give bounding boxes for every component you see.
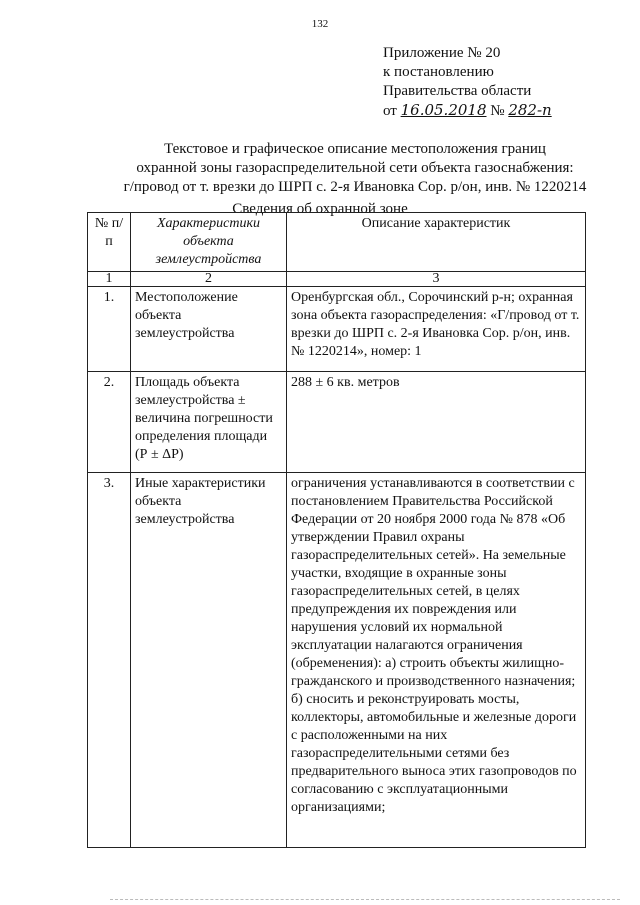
section-subtitle: Сведения об охранной зоне (232, 201, 408, 217)
table-row (88, 473, 586, 848)
header-description: Описание характеристик (287, 213, 586, 272)
column-number: 1 (88, 272, 131, 287)
title-line3: г/провод от т. врезки до ШРП с. 2-я Ивановка Сор. р/он, инв. № 1220214 (123, 179, 587, 195)
appendix-date-line (383, 101, 552, 121)
row-characteristic: Площадь объекта землеустройства ± величина погрешности определения площади (Р ± ΔР) (131, 372, 287, 473)
column-number: 2 (131, 272, 287, 287)
protected-zone-table (87, 212, 586, 848)
column-number: 3 (287, 272, 586, 287)
table-row (88, 287, 586, 372)
row-number: 1. (88, 287, 131, 372)
appendix-header (383, 44, 552, 121)
appendix-line3: Правительства области (383, 83, 532, 99)
number-value: 282-п (508, 101, 552, 119)
title-line1: Текстовое и графическое описание местоположения границ (164, 141, 546, 157)
row-description: ограничения устанавливаются в соответствии с постановлением Правительства Российской Федерации от 20 ноября 2000 года № 878 «Об утверждении Правил охраны газораспределительных сетей». На земельные участки, входящие в охранные зоны газораспределительных сетей, в целях предупреждения их повреждения или нарушения условий их нормальной эксплуатации налагаются ограничения (обременения): а) строить объекты жилищно-гражданского и производственного назначения; б) сносить и реконструировать мосты, коллекторы, автомобильные и железные дороги с расположенными на них газораспределительными сетями без предварительного выноса этих газопроводов по согласованию с эксплуатационными организациями; (287, 473, 586, 848)
table-header-row (88, 213, 586, 272)
date-prefix: от (383, 103, 397, 119)
appendix-line2: к постановлению (383, 64, 494, 80)
number-prefix: № (490, 103, 505, 119)
row-description: 288 ± 6 кв. метров (287, 372, 586, 473)
row-description: Оренбургская обл., Сорочинский р-н; охранная зона объекта газораспределения: «Г/провод от т. врезки до ШРП с. 2-я Ивановка Сор. р/он, инв. № 1220214», номер: 1 (287, 287, 586, 372)
row-number: 2. (88, 372, 131, 473)
page-number: 132 (311, 18, 329, 30)
row-characteristic: Местоположение объекта землеустройства (131, 287, 287, 372)
appendix-line1: Приложение № 20 (383, 45, 501, 61)
date-value: 16.05.2018 (400, 101, 487, 119)
header-number: № п/п (88, 213, 131, 272)
column-number-row (88, 272, 586, 287)
row-number: 3. (88, 473, 131, 848)
title-line2: охранной зоны газораспределительной сети объекта газоснабжения: (136, 160, 574, 176)
document-title (60, 140, 640, 197)
header-characteristic: Характеристики объекта землеустройства (131, 213, 287, 272)
page-bottom-edge (110, 899, 620, 902)
row-characteristic: Иные характеристики объекта землеустройства (131, 473, 287, 848)
table-row (88, 372, 586, 473)
